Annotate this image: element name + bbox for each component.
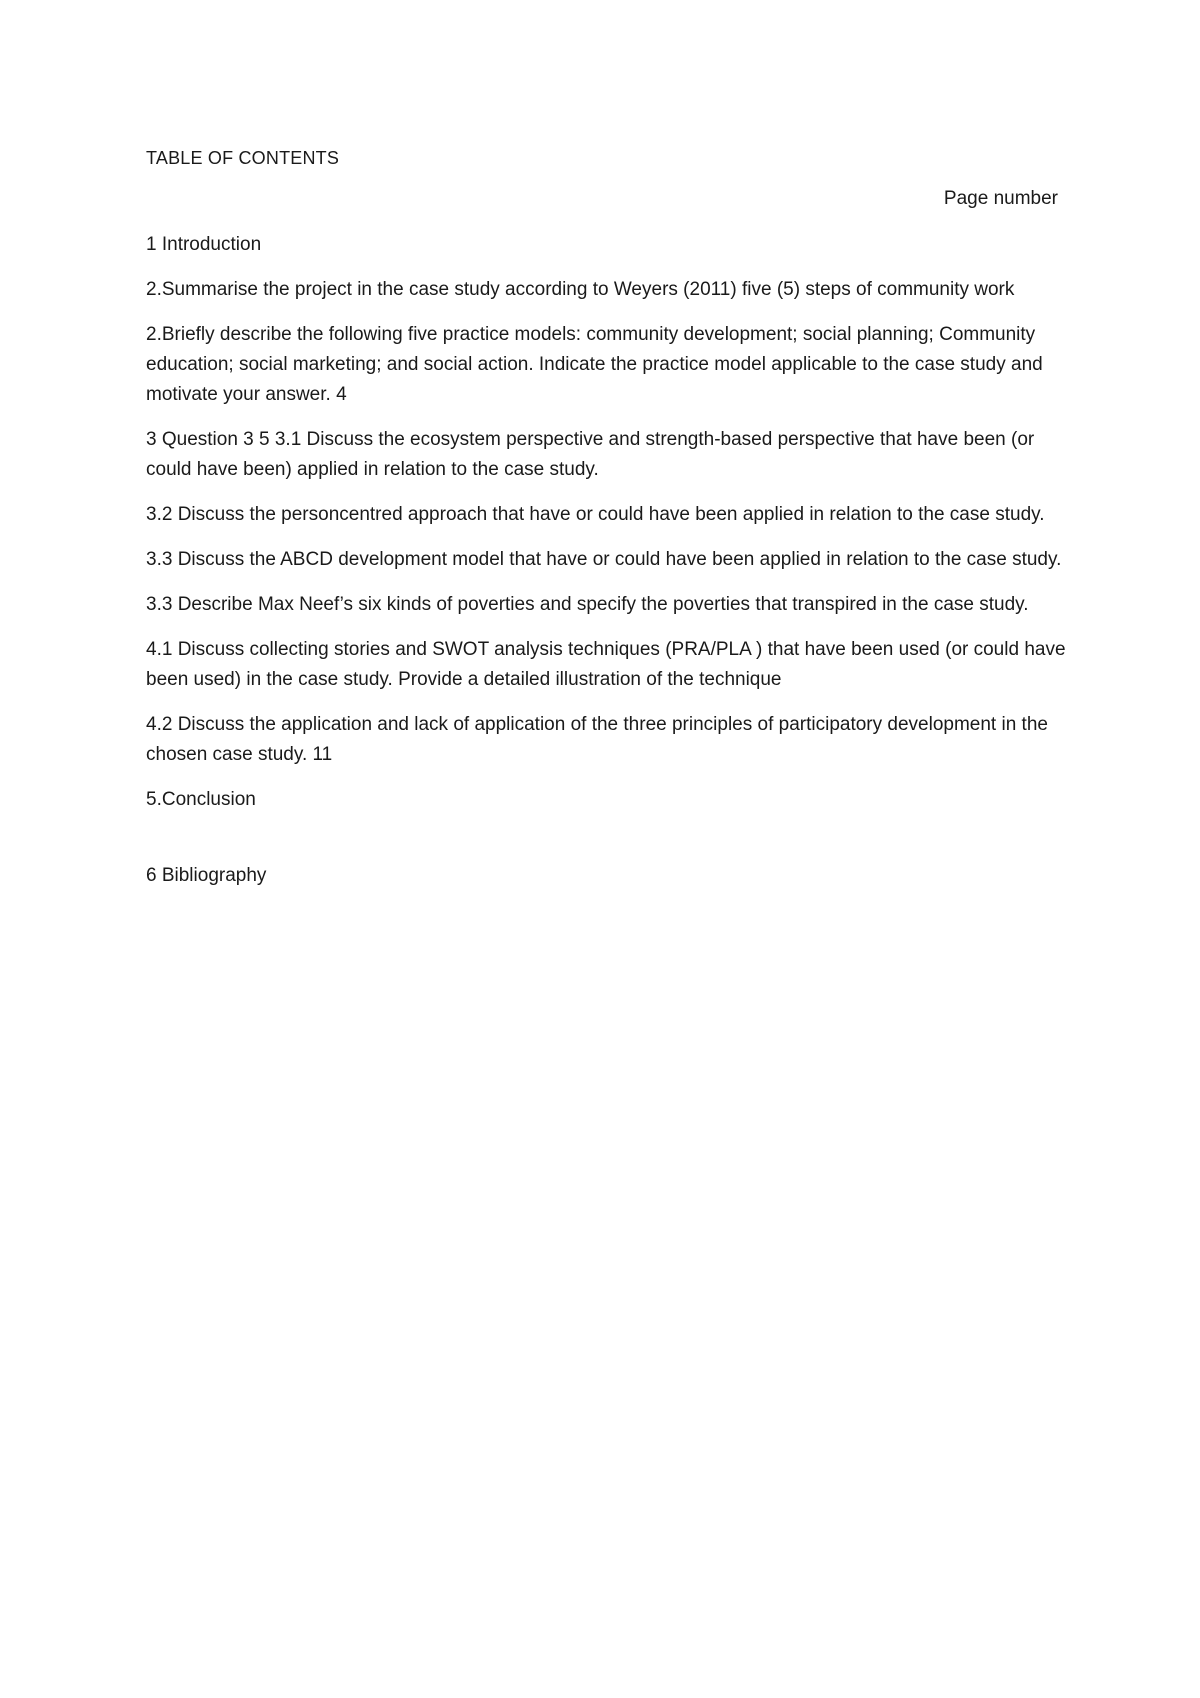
toc-entry-max-neef-poverties: 3.3 Describe Max Neef’s six kinds of poverties and specify the poverties that transpired in the case study. [146,594,1029,615]
table-of-contents [146,146,1066,891]
page-number-label: Page number [943,188,1058,209]
toc-entry-bibliography: 6 Bibliography [146,865,267,886]
toc-entry-personcentred-approach: 3.2 Discuss the personcentred approach that have or could have been applied in relation to the case study. [146,504,1045,525]
toc-title: TABLE OF CONTENTS [146,148,340,168]
toc-entry-participatory-development: 4.2 Discuss the application and lack of application of the three principles of participatory development in the chosen case study. 11 [146,714,1048,765]
toc-entry-ecosystem-perspective: 3 Question 3 5 3.1 Discuss the ecosystem perspective and strength-based perspective that have been (or could have been) applied in relation to the case study. [146,429,1035,480]
toc-entry-swot-analysis: 4.1 Discuss collecting stories and SWOT analysis techniques (PRA/PLA ) that have been used (or could have been used) in the case study. Provide a detailed illustration of the technique [146,639,1066,690]
toc-entry-introduction: 1 Introduction [146,234,262,255]
toc-entry-summarise-project: 2.Summarise the project in the case study according to Weyers (2011) five (5) steps of community work [146,279,1015,300]
toc-entry-abcd-model: 3.3 Discuss the ABCD development model that have or could have been applied in relation to the case study. [146,549,1062,570]
toc-entry-conclusion: 5.Conclusion [146,789,256,810]
toc-entry-practice-models: 2.Briefly describe the following five practice models: community development; social planning; Community education; social marketing; and social action. Indicate the practice model applicable to the case study and motivate your answer. 4 [146,324,1043,405]
